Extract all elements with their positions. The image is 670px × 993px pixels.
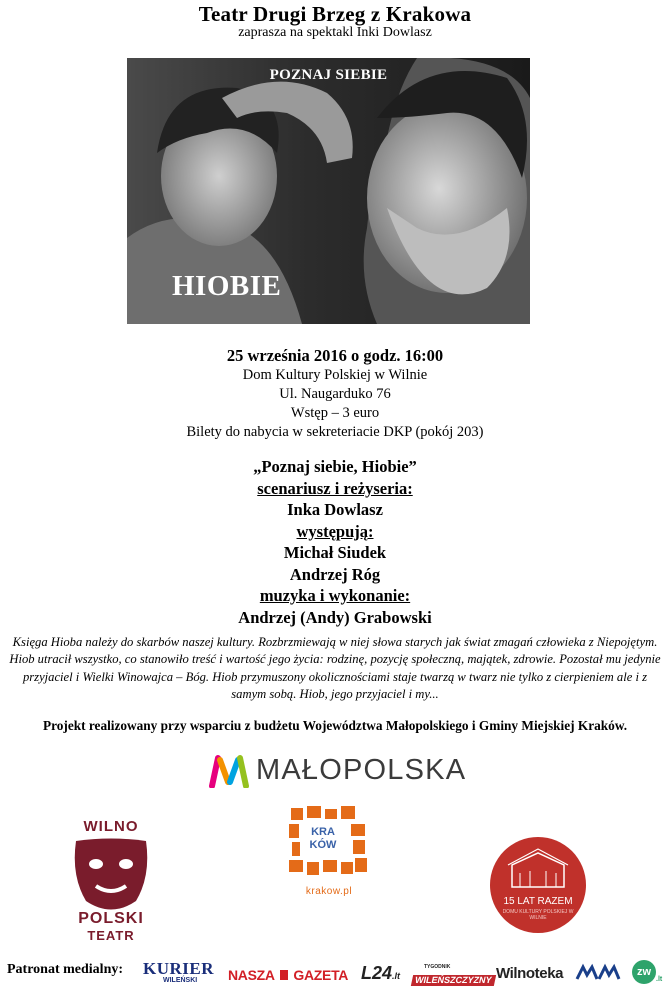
krakow-url: krakow.pl bbox=[305, 886, 353, 897]
cast-member: Andrzej Róg bbox=[289, 564, 381, 584]
poster-caption-top: POZNAJ SIEBIE bbox=[269, 67, 388, 83]
event-date: 25 września 2016 o godz. 16:00 bbox=[226, 346, 444, 365]
krakow-wordmark bbox=[299, 826, 347, 852]
wilno-logo-bottom: TEATR bbox=[87, 928, 135, 943]
malopolska-wordmark: MAŁOPOLSKA bbox=[256, 754, 467, 786]
malopolska-logo bbox=[208, 750, 478, 790]
play-credits bbox=[0, 456, 670, 628]
kurier-top: KURIER bbox=[143, 959, 215, 978]
event-details bbox=[0, 345, 670, 442]
theatre-masks-icon bbox=[66, 836, 156, 916]
play-title: „Poznaj siebie, Hiobie” bbox=[253, 457, 417, 476]
l24-suffix: .lt bbox=[392, 971, 401, 981]
nasza-text: NASZA bbox=[228, 967, 275, 983]
www-logo bbox=[575, 963, 621, 988]
fifteen-years-text: 15 LAT RAZEM bbox=[503, 896, 573, 907]
tygodnik-small-text: TYGODNIK bbox=[424, 964, 451, 970]
kurier-wilenski-logo bbox=[143, 961, 223, 985]
cast-label: występują: bbox=[296, 521, 374, 541]
invitation-subtitle: zaprasza na spektakl Inki Dowlasz bbox=[238, 25, 432, 40]
nasza-gazeta-emblem-icon bbox=[280, 970, 288, 980]
script-direction-label: scenariusz i reżyseria: bbox=[257, 478, 413, 498]
l24-text: L24 bbox=[361, 963, 393, 983]
krakow-logo bbox=[289, 806, 369, 898]
fifteen-years-subtext: DOMU KULTURY POLSKIEJ W WILNIE bbox=[502, 909, 574, 921]
wilno-polski-teatr-logo bbox=[66, 818, 156, 944]
fifteen-years-logo bbox=[490, 837, 586, 933]
cast-member: Michał Siudek bbox=[283, 543, 387, 562]
krakow-word-line: KÓW bbox=[309, 839, 337, 851]
media-patronage-label: Patronat medialny: bbox=[7, 962, 124, 977]
zw-text: zw bbox=[636, 966, 652, 978]
wilno-logo-top: WILNO bbox=[83, 818, 139, 835]
event-entry-price: Wstęp – 3 euro bbox=[290, 405, 380, 421]
music-performer-name: Andrzej (Andy) Grabowski bbox=[238, 607, 432, 627]
malopolska-m-icon bbox=[208, 752, 252, 788]
kurier-bottom: WILEŃSKI bbox=[163, 977, 198, 984]
gazeta-text: GAZETA bbox=[293, 967, 349, 983]
zw-suffix: .lt bbox=[656, 976, 663, 983]
project-funding-note: Projekt realizowany przy wsparciu z budżetu Województwa Małopolskiego i Gminy Miejskiej Kraków. bbox=[42, 718, 628, 733]
building-icon bbox=[490, 837, 586, 897]
waves-icon bbox=[575, 963, 621, 983]
poster-photo bbox=[127, 58, 530, 324]
zw-logo bbox=[632, 960, 656, 984]
poster-caption-main: HIOBIE bbox=[172, 270, 282, 302]
event-address: Ul. Naugarduko 76 bbox=[279, 386, 391, 402]
krakow-word-line: KRA bbox=[311, 826, 335, 838]
event-venue: Dom Kultury Polskiej w Wilnie bbox=[242, 367, 428, 383]
tygodnik-text: WILEŃSZCZYZNY bbox=[411, 975, 496, 986]
l24-logo bbox=[361, 963, 400, 984]
wilnoteka-logo: Wilnoteka bbox=[496, 965, 564, 982]
nasza-gazeta-logo bbox=[228, 967, 348, 983]
wilno-logo-middle: POLSKI bbox=[78, 910, 144, 927]
music-label: muzyka i wykonanie: bbox=[259, 586, 411, 605]
script-director-name: Inka Dowlasz bbox=[287, 500, 383, 519]
tygodnik-wilenszczyzny-logo bbox=[412, 964, 492, 988]
event-organizer-title: Teatr Drugi Brzeg z Krakowa bbox=[198, 2, 472, 26]
event-tickets-info: Bilety do nabycia w sekreteriacie DKP (pokój 203) bbox=[186, 424, 484, 440]
play-description: Księga Hioba należy do skarbów naszej kultury. Rozbrzmiewają w niej słowa starych jak świat zmagań człowieka z Niepojętym. Hiob utracił wszystko, co stanowiło treść i wartość jego życia: rodzinę, pozycję społeczną, majątek, zdrowie. Pozostał mu jedynie przyjaciel i Wielki Winowajca – Bóg. Hiob przymuszony okolicznościami staje twarzą w twarz nie tylko z cierpieniem ale i z samym sobą. Hiob, jego przyjaciel i my... bbox=[9, 635, 661, 701]
